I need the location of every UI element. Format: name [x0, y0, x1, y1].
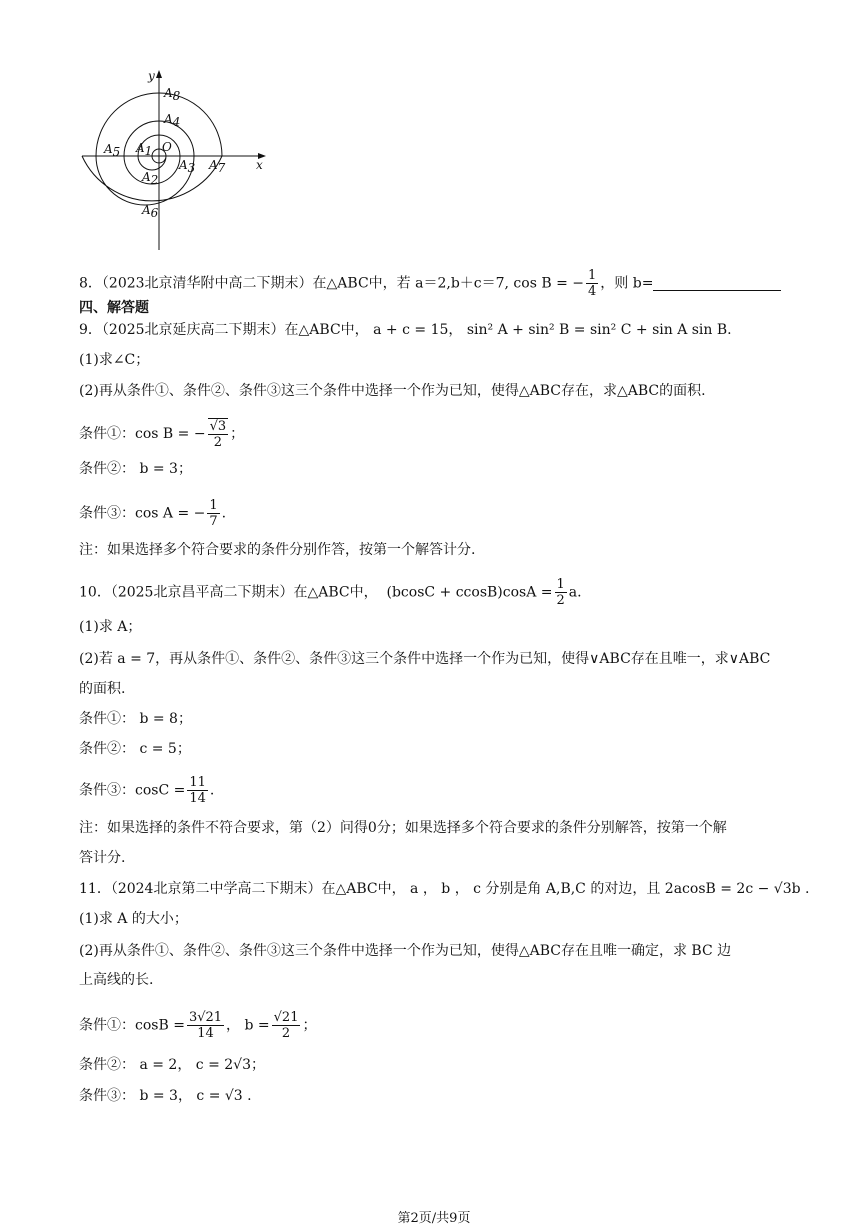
q11-part2-line1: (2)再从条件①、条件②、条件③这三个条件中选择一个作为已知，使得△ABC存在且唯一确定，求 BC 边	[79, 943, 732, 959]
q11-condition-1: 条件①：cosB = $\frac{3√21}{14}$ ， b = $\frac{√21}{2}$ ；	[79, 1010, 317, 1041]
point-label-a3: A3	[179, 158, 196, 175]
point-label-a5: A5	[104, 142, 121, 159]
q11-condition-3: 条件③： b = 3， c = √3 .	[79, 1088, 252, 1104]
q10-part2-line2: 的面积.	[79, 681, 126, 697]
point-label-a8: A8	[164, 86, 181, 103]
q8-suffix: ，则 b=	[600, 275, 654, 292]
q10-condition-2: 条件②： c = 5；	[79, 741, 191, 757]
q10-part2-line1: (2)若 a = 7，再从条件①、条件②、条件③这三个条件中选择一个作为已知，使得∨ABC存在且唯一，求∨ABC	[79, 651, 771, 667]
q11-stem: 11．（2024北京第二中学高二下期末）在△ABC中， a ， b ， c 分别是角 A,B,C 的对边，且 2acosB = 2c − √3b .	[79, 881, 810, 897]
q10-part1: (1)求 A；	[79, 619, 142, 635]
q11-part1: (1)求 A 的大小；	[79, 911, 188, 927]
q10-note-line2: 答计分.	[79, 850, 126, 866]
point-label-a2: A2	[142, 170, 159, 187]
q9-condition-3: 条件③：cos A = − $\frac{1}{7}$ .	[79, 498, 227, 529]
q10-condition-1: 条件①： b = 8；	[79, 711, 192, 727]
q11-condition-2: 条件②： a = 2， c = 2√3；	[79, 1057, 265, 1073]
point-label-a7: A7	[209, 158, 226, 175]
q9-note: 注：如果选择多个符合要求的条件分别作答，按第一个解答计分.	[79, 542, 476, 558]
q9-condition-1: 条件①：cos B = − $\frac{√3}{2}$ ；	[79, 419, 245, 450]
spiral-diagram	[76, 68, 276, 254]
q10-note-line1: 注：如果选择的条件不符合要求，第（2）问得0分；如果选择多个符合要求的条件分别解答，按第一个解	[79, 820, 727, 836]
q10-condition-3: 条件③：cosC = $\frac{11}{14}$ .	[79, 775, 215, 806]
y-axis-arrow	[156, 70, 162, 78]
q8-fraction: $\frac{1}{4}$	[588, 268, 597, 299]
q8-answer-blank[interactable]	[653, 276, 781, 291]
section-heading: 四、解答题	[79, 300, 149, 316]
q9-part2: (2)再从条件①、条件②、条件③这三个条件中选择一个作为已知，使得△ABC存在，求△ABC的面积.	[79, 383, 706, 399]
q11-part2-line2: 上高线的长.	[79, 972, 154, 988]
question-8	[79, 268, 781, 299]
q9-part1: (1)求∠C；	[79, 352, 150, 368]
x-axis-label: x	[256, 158, 263, 172]
point-label-a1: A1	[136, 141, 153, 158]
point-label-a6: A6	[142, 203, 159, 220]
q9-condition-2: 条件②： b = 3；	[79, 461, 192, 477]
origin-label: O	[162, 140, 172, 154]
q9-stem: 9．（2025北京延庆高二下期末）在△ABC中， a + c = 15， sin² A + sin² B = sin² C + sin A sin B.	[79, 322, 732, 338]
point-label-a4: A4	[164, 112, 181, 129]
q10-stem: 10．（2025北京昌平高二下期末）在△ABC中， (bcosC + ccosB)cosA = $\frac{1}{2}$ a.	[79, 577, 582, 608]
page-footer: 第2页/共9页	[397, 1211, 471, 1226]
q8-prefix: 8．（2023北京清华附中高二下期末）在△ABC中，若 a＝2,b＋c＝7, cos B = −	[79, 275, 584, 292]
y-axis-label: y	[148, 69, 155, 83]
